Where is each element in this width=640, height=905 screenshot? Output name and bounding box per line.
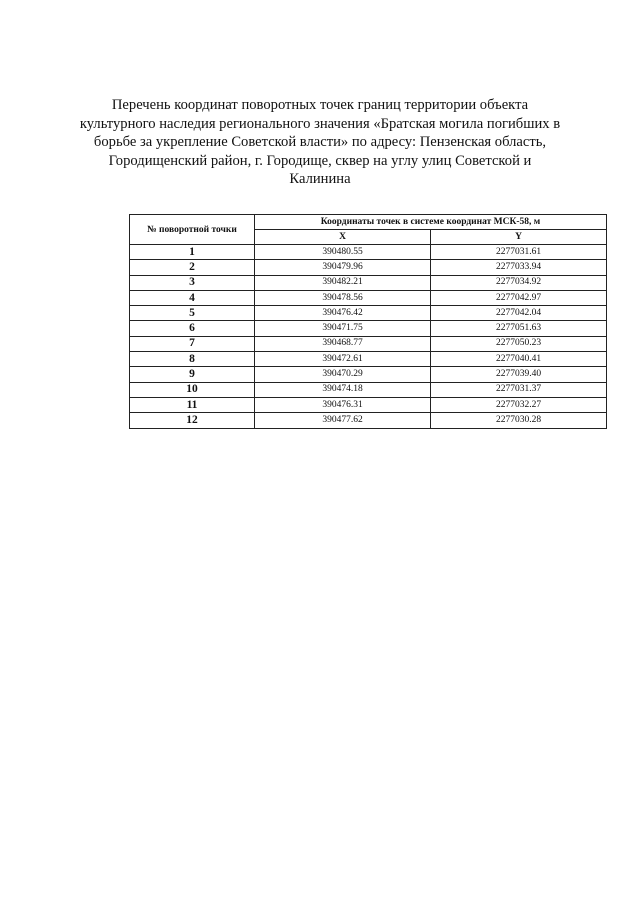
x-value: 390480.55 [255,245,431,260]
title-line: культурного наследия регионального значения «Братская могила погибших в [79,115,561,132]
point-number: 12 [130,413,255,428]
x-value: 390468.77 [255,336,431,351]
table-row [130,275,607,290]
point-number: 5 [130,306,255,321]
title-line: Городищенский район, г. Городище, сквер на углу улиц Советской и [108,152,532,169]
table-row [130,352,607,367]
point-number: 2 [130,260,255,275]
x-value: 390472.61 [255,352,431,367]
table-row [130,382,607,397]
table-row [130,397,607,412]
table-row [130,367,607,382]
x-value: 390470.29 [255,367,431,382]
x-value: 390476.42 [255,306,431,321]
table-body [130,245,607,429]
table-row [130,413,607,428]
header-coordinate-system: Координаты точек в системе координат МСК-58, м [255,215,607,230]
x-value: 390479.96 [255,260,431,275]
title-line: Калинина [289,171,351,188]
header-point-number: № поворотной точки [130,215,255,245]
point-number: 1 [130,245,255,260]
document-title [70,96,570,189]
y-value: 2277033.94 [431,260,607,275]
table-row [130,336,607,351]
y-value: 2277031.61 [431,245,607,260]
y-value: 2277042.04 [431,306,607,321]
y-value: 2277039.40 [431,367,607,382]
x-value: 390478.56 [255,290,431,305]
y-value: 2277032.27 [431,397,607,412]
table-row [130,306,607,321]
y-value: 2277050.23 [431,336,607,351]
point-number: 8 [130,352,255,367]
y-value: 2277031.37 [431,382,607,397]
y-value: 2277042.97 [431,290,607,305]
x-value: 390474.18 [255,382,431,397]
title-line: Перечень координат поворотных точек границ территории объекта [111,97,529,113]
point-number: 10 [130,382,255,397]
table-row [130,321,607,336]
point-number: 9 [130,367,255,382]
point-number: 7 [130,336,255,351]
header-y: Y [431,230,607,245]
point-number: 11 [130,397,255,412]
y-value: 2277040.41 [431,352,607,367]
table-header-row [130,215,607,230]
x-value: 390482.21 [255,275,431,290]
x-value: 390477.62 [255,413,431,428]
x-value: 390471.75 [255,321,431,336]
title-line: борьбе за укрепление Советской власти» по адресу: Пензенская область, [93,134,547,151]
point-number: 6 [130,321,255,336]
y-value: 2277051.63 [431,321,607,336]
table-row [130,260,607,275]
table-row [130,290,607,305]
header-x: X [255,230,431,245]
coordinates-table [129,214,607,429]
x-value: 390476.31 [255,397,431,412]
y-value: 2277034.92 [431,275,607,290]
point-number: 3 [130,275,255,290]
table-row [130,245,607,260]
y-value: 2277030.28 [431,413,607,428]
point-number: 4 [130,290,255,305]
